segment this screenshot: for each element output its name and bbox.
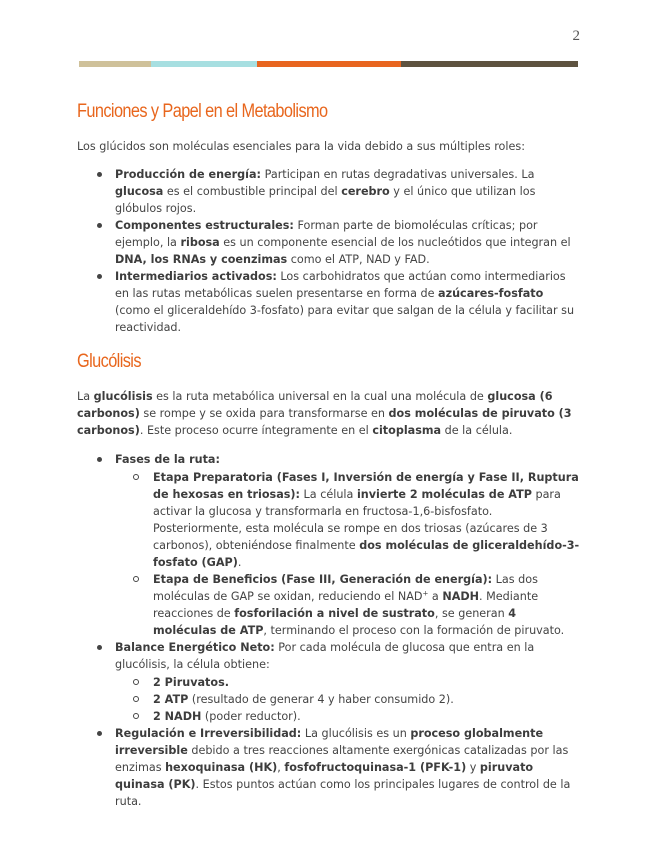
funciones-list bbox=[77, 166, 580, 336]
header-color-bar bbox=[79, 61, 578, 67]
sublist-item-nadh: 2 NADH (poder reductor). bbox=[115, 708, 580, 725]
list-item-balance-energetico: Balance Energético Neto: Por cada molécula de glucosa que entra en la glucólisis, la célula obtiene: 2 Piruvatos. 2 ATP (resultado de generar 4 y haber consumido 2). 2 NADH (poder reductor). bbox=[77, 639, 580, 725]
section-title-glucolisis: Glucólisis bbox=[77, 351, 141, 372]
section-title-funciones: Funciones y Papel en el Metabolismo bbox=[77, 101, 328, 122]
color-bar-segment-orange bbox=[257, 61, 401, 67]
list-item-intermediarios-activados: Intermediarios activados: Los carbohidratos que actúan como intermediarios en las rutas metabólicas suelen presentarse en forma de azúcares-fosfato (como el gliceraldehído 3-fosfato) para evitar que salgan de la célula y facilitar su reactividad. bbox=[77, 268, 580, 336]
glucolisis-intro: La glucólisis es la ruta metabólica universal en la cual una molécula de glucosa (6 carbonos) se rompe y se oxida para transformarse en dos moléculas de piruvato (3 carbonos). Este proceso ocurre íntegramente en el citoplasma de la célula. bbox=[77, 390, 572, 437]
sublist-item-etapa-beneficios: Etapa de Beneficios (Fase III, Generación de energía): Las dos moléculas de GAP se oxidan, reduciendo el NAD+ a NADH. Mediante reacciones de fosforilación a nivel de sustrato, se generan 4 moléculas de ATP, terminando el proceso con la formación de piruvato. bbox=[115, 571, 580, 639]
list-item-componentes-estructurales: Componentes estructurales: Forman parte de biomoléculas críticas; por ejemplo, la ribosa es un componente esencial de los nucleótidos que integran el DNA, los RNAs y coenzimas como el ATP, NAD y FAD. bbox=[77, 217, 580, 268]
list-item-produccion-energia: Producción de energía: Participan en rutas degradativas universales. La glucosa es el combustible principal del cerebro y el único que utilizan los glóbulos rojos. bbox=[77, 166, 580, 217]
fases-sublist bbox=[115, 469, 580, 639]
list-item-regulacion: Regulación e Irreversibilidad: La glucólisis es un proceso globalmente irreversible debido a tres reacciones altamente exergónicas catalizadas por las enzimas hexoquinasa (HK), fosfofructoquinasa-1 (PFK-1) y piruvato quinasa (PK). Estos puntos actúan como los principales lugares de control de la ruta. bbox=[77, 725, 580, 810]
sublist-item-etapa-preparatoria: Etapa Preparatoria (Fases I, Inversión de energía y Fase II, Ruptura de hexosas en triosas): La célula invierte 2 moléculas de ATP para activar la glucosa y transformarla en fructosa-1,6-bisfosfato. Posteriormente, esta molécula se rompe en dos triosas (azúcares de 3 carbonos), obteniéndose finalmente dos moléculas de gliceraldehído-3-fosfato (GAP). bbox=[115, 469, 580, 571]
sublist-item-atp: 2 ATP (resultado de generar 4 y haber consumido 2). bbox=[115, 691, 580, 708]
page-content bbox=[77, 98, 580, 810]
balance-sublist bbox=[115, 674, 580, 725]
glucolisis-list bbox=[77, 451, 580, 810]
color-bar-segment-brown bbox=[401, 61, 578, 67]
color-bar-segment-cyan bbox=[151, 61, 257, 67]
section1-intro: Los glúcidos son moléculas esenciales para la vida debido a sus múltiples roles: bbox=[77, 140, 525, 153]
page-number: 2 bbox=[572, 28, 580, 44]
sublist-item-piruvatos: 2 Piruvatos. bbox=[115, 674, 580, 691]
color-bar-segment-tan bbox=[79, 61, 151, 67]
list-item-fases: Fases de la ruta: Etapa Preparatoria (Fases I, Inversión de energía y Fase II, Ruptura de hexosas en triosas): La célula invierte 2 moléculas de ATP para activar la glucosa y transformarla en fructosa-1,6-bisfosfato. Posteriormente, esta molécula se rompe en dos triosas (azúcares de 3 carbonos), obteniéndose finalmente dos moléculas de gliceraldehído-3-fosfato (GAP). Etapa de Beneficios (Fase III, Generación de energía): Las dos moléculas de GAP se oxidan, reduciendo el NAD+ a NADH. Mediante reacciones de fosforilación a nivel de sustrato, se generan 4 moléculas de ATP, terminando el proceso con la formación de piruvato. bbox=[77, 451, 580, 639]
